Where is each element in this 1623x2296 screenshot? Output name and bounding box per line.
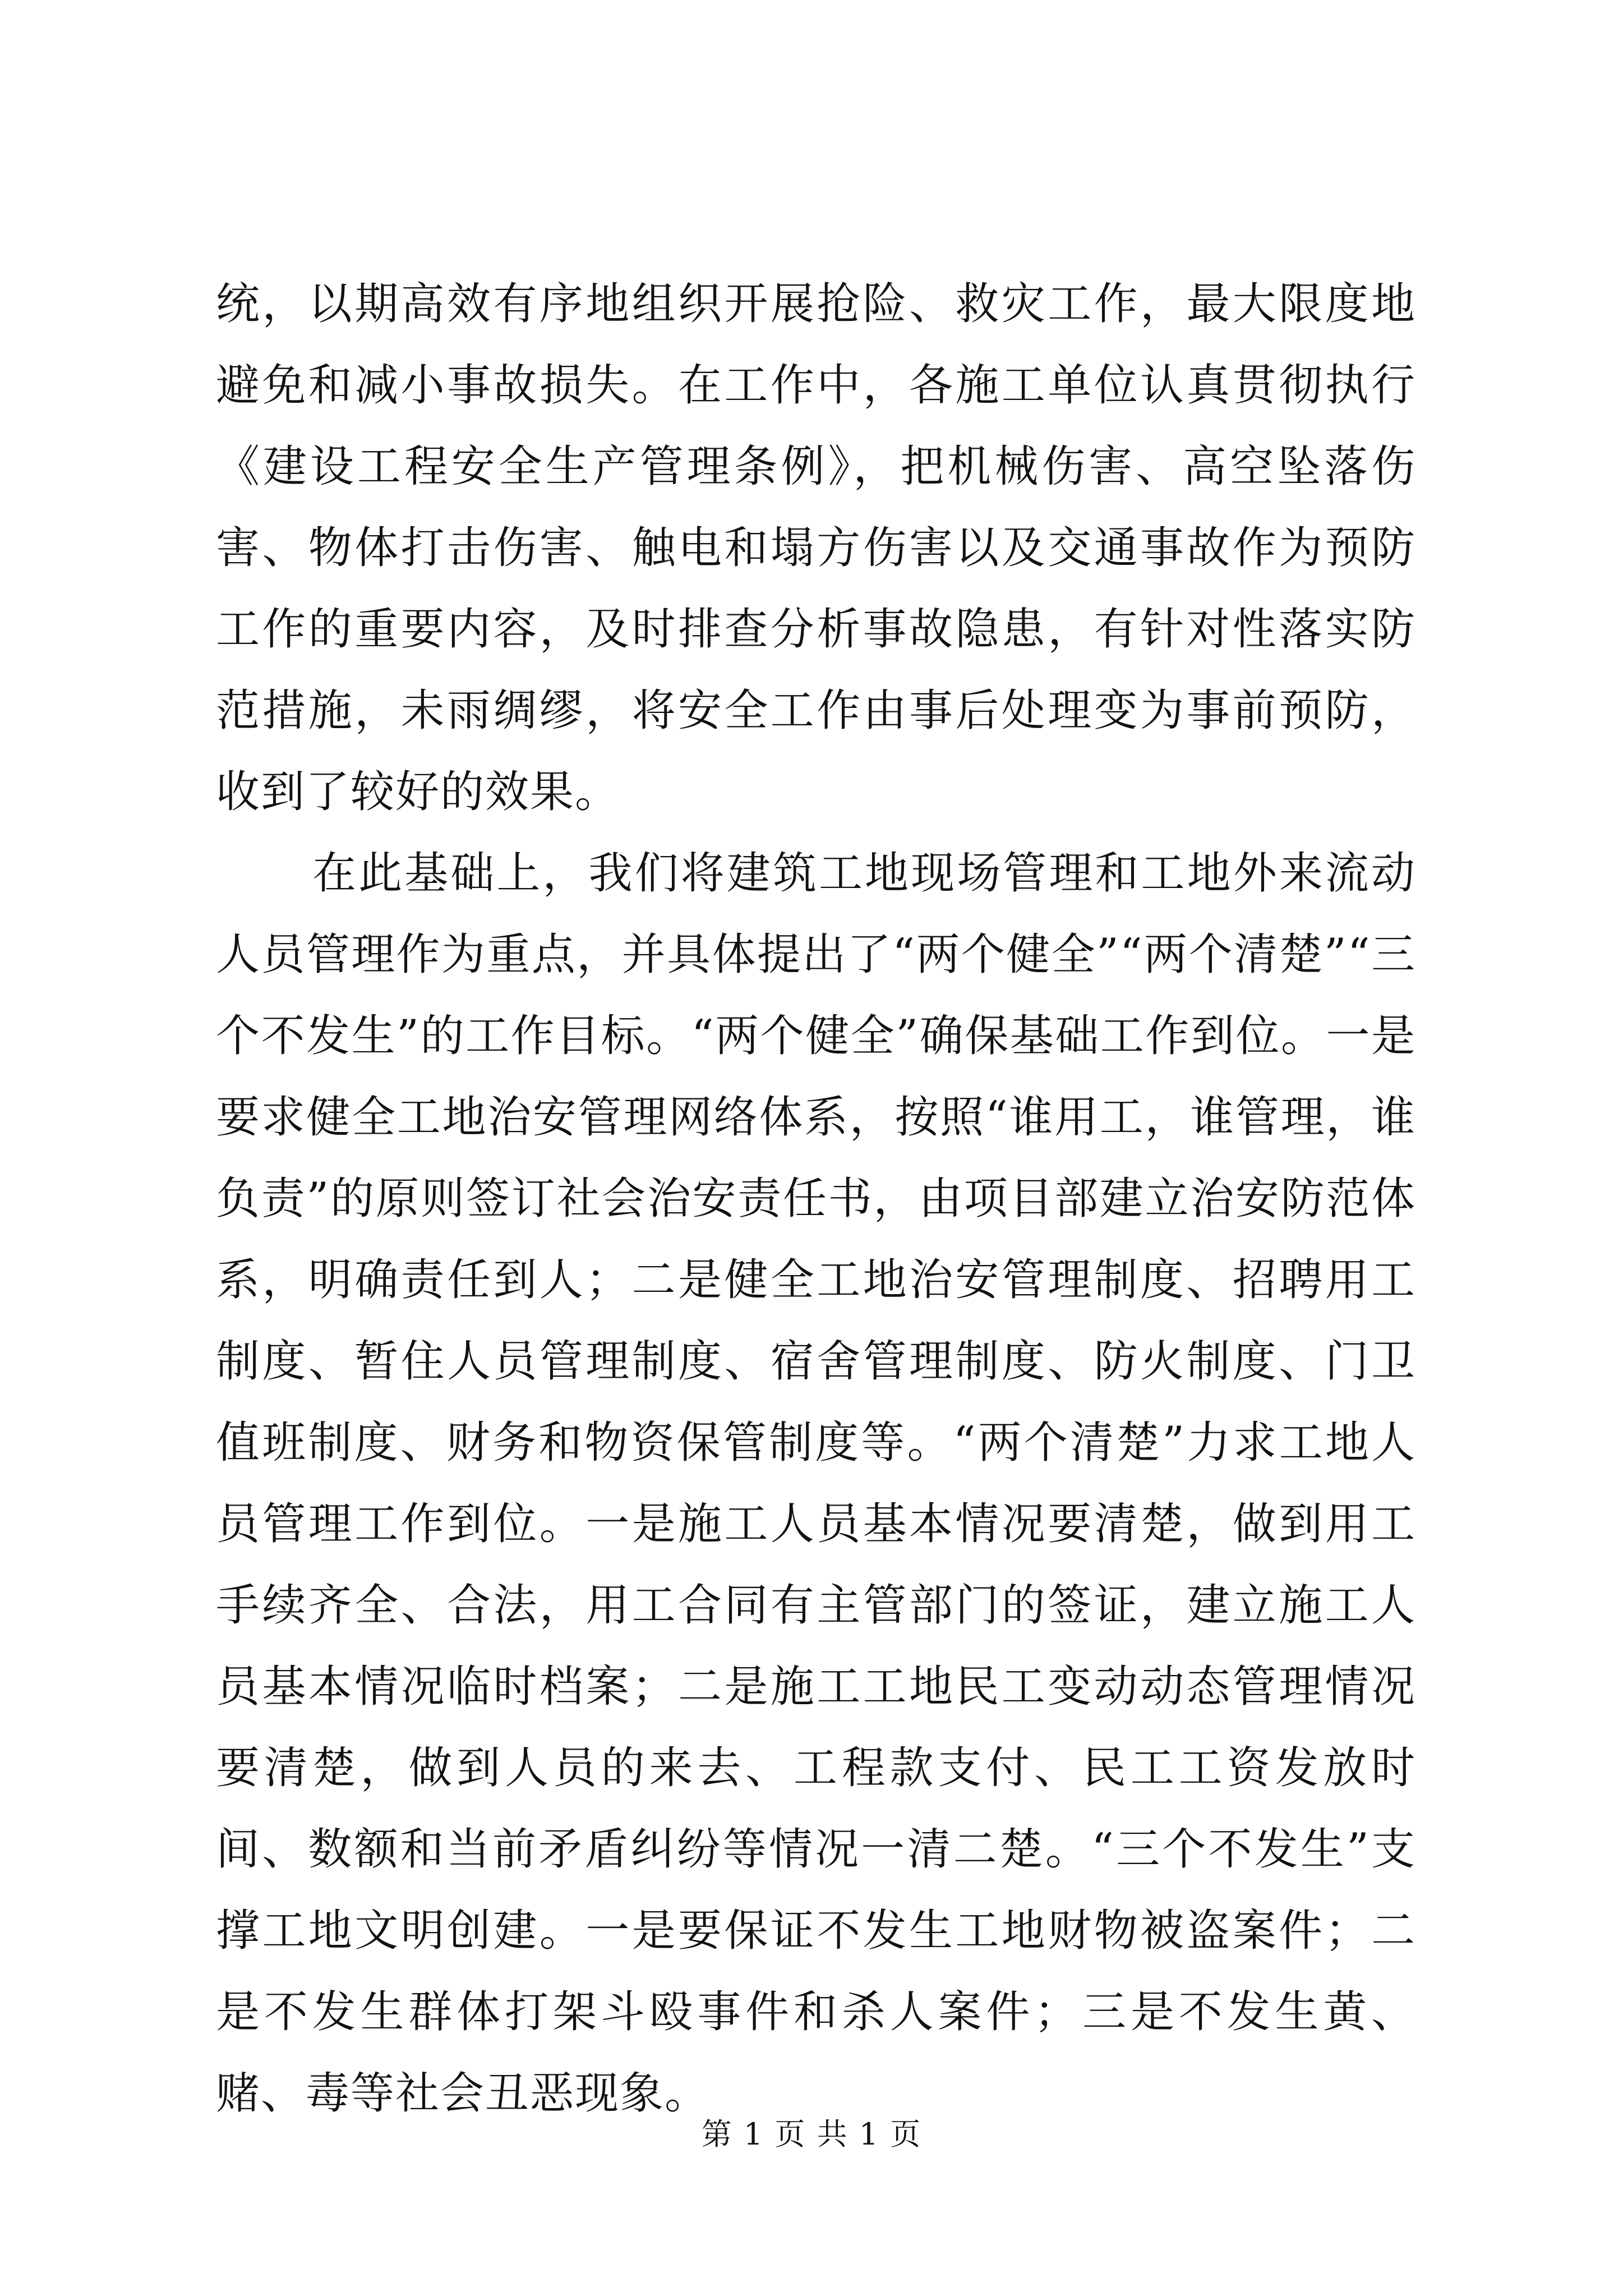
paragraph-1: 统，以期高效有序地组织开展抢险、救灾工作，最大限度地避免和减小事故损失。在工作中，各施工单位认真贯彻执行《建设工程安全生产管理条例》，把机械伤害、高空坠落伤害、物体打击伤害、触电和塌方伤害以及交通事故作为预防工作的重要内容，及时排查分析事故隐患，有针对性落实防范措施，未雨绸缪，将安全工作由事后处理变为事前预防，收到了较好的效果。 [216, 279, 1416, 817]
page-number-footer: 第 1 页 共 1 页 [701, 2116, 922, 2152]
document-body [216, 264, 1416, 2134]
paragraph-2: 在此基础上，我们将建筑工地现场管理和工地外来流动人员管理作为重点，并具体提出了“两个健全”“两个清楚”“三个不发生”的工作目标。“两个健全”确保基础工作到位。一是要求健全工地治安管理网络体系，按照“谁用工，谁管理，谁负责”的原则签订社会治安责任书，由项目部建立治安防范体系，明确责任到人；二是健全工地治安管理制度、招聘用工制度、暂住人员管理制度、宿舍管理制度、防火制度、门卫值班制度、财务和物资保管制度等。“两个清楚”力求工地人员管理工作到位。一是施工人员基本情况要清楚，做到用工手续齐全、合法，用工合同有主管部门的签证，建立施工人员基本情况临时档案；二是施工工地民工变动动态管理情况要清楚，做到人员的来去、工程款支付、民工工资发放时间、数额和当前矛盾纠纷等情况一清二楚。“三个不发生”支撑工地文明创建。一是要保证不发生工地财物被盗案件；二是不发生群体打架斗殴事件和杀人案件；三是不发生黄、赌、毒等社会丑恶现象。 [216, 848, 1416, 2119]
